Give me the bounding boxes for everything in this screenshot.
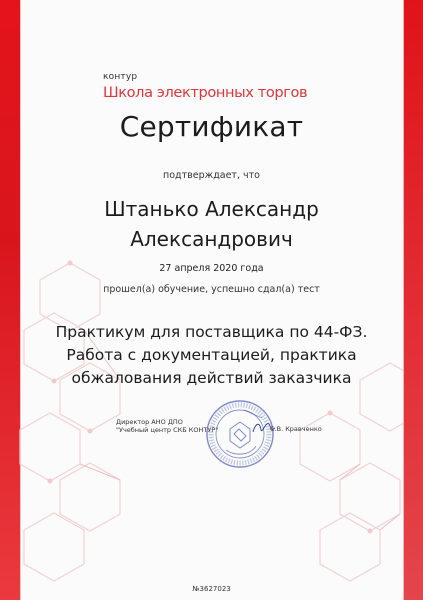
course-title-line3: обжалования действий заказчика [71,369,352,387]
signatory-position [116,418,218,434]
brand-name: контур [103,72,138,82]
recipient-name-line1: Штанько Александр [104,197,319,221]
school-name: Школа электронных торгов [103,84,308,101]
signatory-position-line1: Директор АНО ДПО [116,418,183,426]
certificate-number: №3627023 [192,585,231,593]
signatory-position-line2: "Учебный центр СКБ КОНТУР" [116,426,219,434]
confirms-text: подтверждает, что [163,170,260,181]
issue-date: 27 апреля 2020 года [159,263,264,274]
passed-text: прошел(а) обучение, успешно сдал(а) тест [103,284,320,295]
course-title-line2: Работа с документацией, практика [66,346,357,364]
certificate-title: Сертификат [119,110,304,143]
recipient-name-line2: Александрович [130,227,293,251]
signatory-name: С.В. Кравченко [270,425,322,433]
course-title-line1: Практикум для поставщика по 44-ФЗ. [55,323,368,341]
